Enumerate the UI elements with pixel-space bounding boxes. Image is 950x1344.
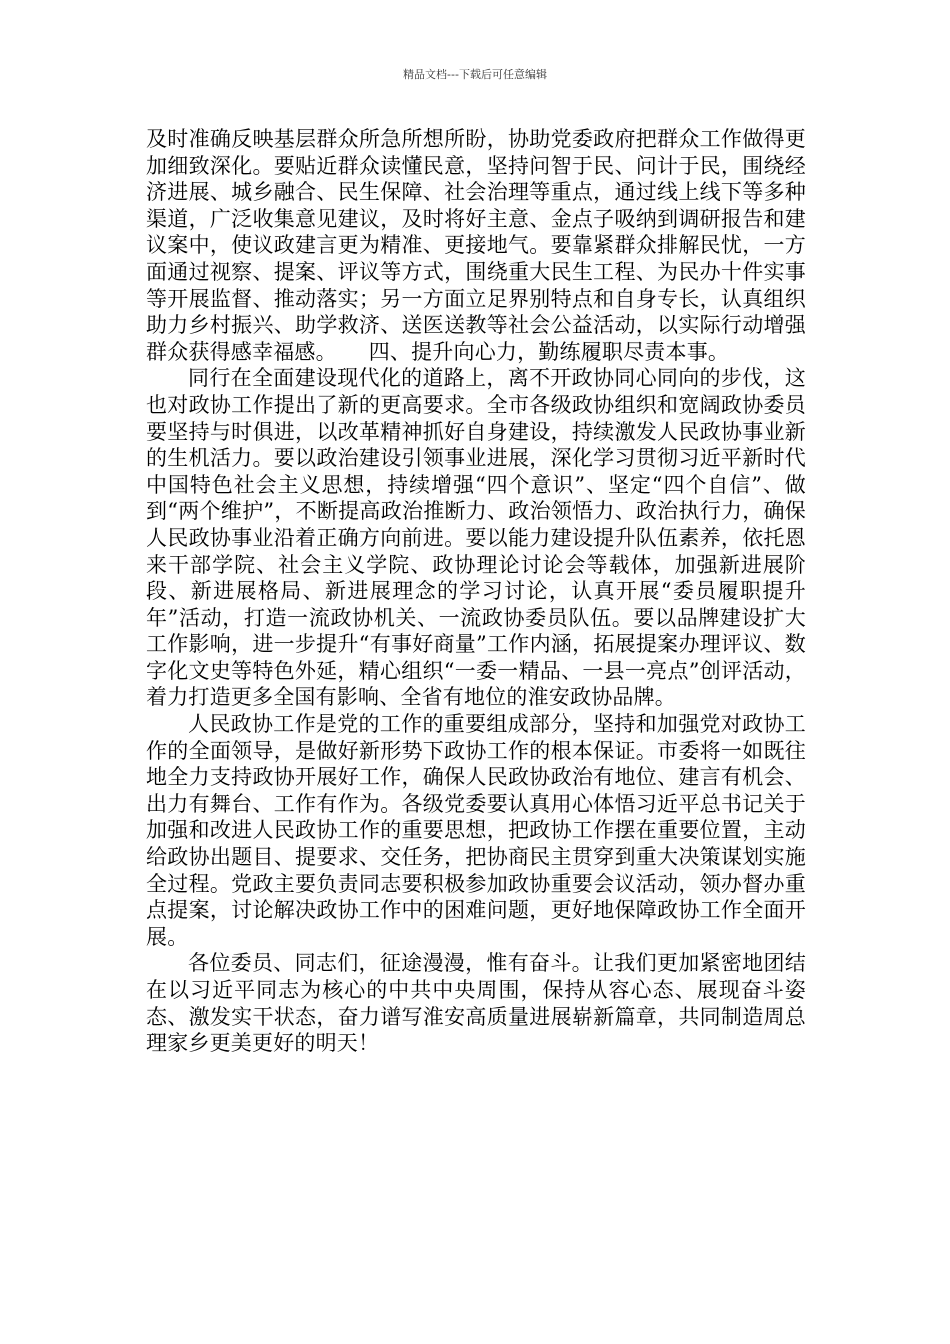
page-header: 精品文档---下载后可任意编辑 [403, 68, 547, 81]
paragraph-3: 人民政协工作是党的工作的重要组成部分，坚持和加强党对政协工作的全面领导，是做好新形势下政协工作的根本保证。市委将一如既往地全力支持政协开展好工作，确保人民政协政治有地位、建言有机会、出力有舞台、工作有作为。各级党委要认真用心体悟习近平总书记关于加强和改进人民政协工作的重要思想，把政协工作摆在重要位置，主动给政协出题目、提要求、交任务，把协商民主贯穿到重大决策谋划实施全过程。党政主要负责同志要积极参加政协重要会议活动，领办督办重点提案，讨论解决政协工作中的困难问题，更好地保障政协工作全面开展。 [146, 712, 806, 949]
paragraph-2: 同行在全面建设现代化的道路上，离不开政协同心同向的步伐，这也对政协工作提出了新的更高要求。全市各级政协组织和宽阔政协委员要坚持与时俱进，以改革精神抓好自身建设，持续激发人民政协事业新的生机活力。要以政治建设引领事业进展，深化学习贯彻习近平新时代中国特色社会主义思想，持续增强“四个意识”、坚定“四个自信”、做到“两个维护”，不断提高政治推断力、政治领悟力、政治执行力，确保人民政协事业沿着正确方向前进。要以能力建设提升队伍素养，依托恩来干部学院、社会主义学院、政协理论讨论会等载体，加强新进展阶段、新进展格局、新进展理念的学习讨论，认真开展“委员履职提升年”活动，打造一流政协机关、一流政协委员队伍。要以品牌建设扩大工作影响，进一步提升“有事好商量”工作内涵，拓展提案办理评议、数字化文史等特色外延，精心组织“一委一精品、一县一亮点”创评活动，着力打造更多全国有影响、全省有地位的淮安政协品牌。 [146, 366, 806, 710]
paragraph-4: 各位委员、同志们，征途漫漫，惟有奋斗。让我们更加紧密地团结在以习近平同志为核心的中共中央周围，保持从容心态、展现奋斗姿态、激发实干状态，奋力谱写淮安高质量进展崭新篇章，共同制造周总理家乡更美更好的明天！ [146, 951, 806, 1056]
paragraph-1: 及时准确反映基层群众所急所想所盼，协助党委政府把群众工作做得更加细致深化。要贴近群众读懂民意，坚持问智于民、问计于民，围绕经济进展、城乡融合、民生保障、社会治理等重点，通过线上线下等多种渠道，广泛收集意见建议，及时将好主意、金点子吸纳到调研报告和建议案中，使议政建言更为精准、更接地气。要靠紧群众排解民忧，一方面通过视察、提案、评议等方式，围绕重大民生工程、为民办十件实事等开展监督、推动落实；另一方面立足界别特点和自身专长，认真组织助力乡村振兴、助学救济、送医送教等社会公益活动，以实际行动增强群众获得感幸福感。 四、提升向心力，勤练履职尽责本事。 [146, 127, 806, 364]
document-body [146, 126, 806, 1057]
